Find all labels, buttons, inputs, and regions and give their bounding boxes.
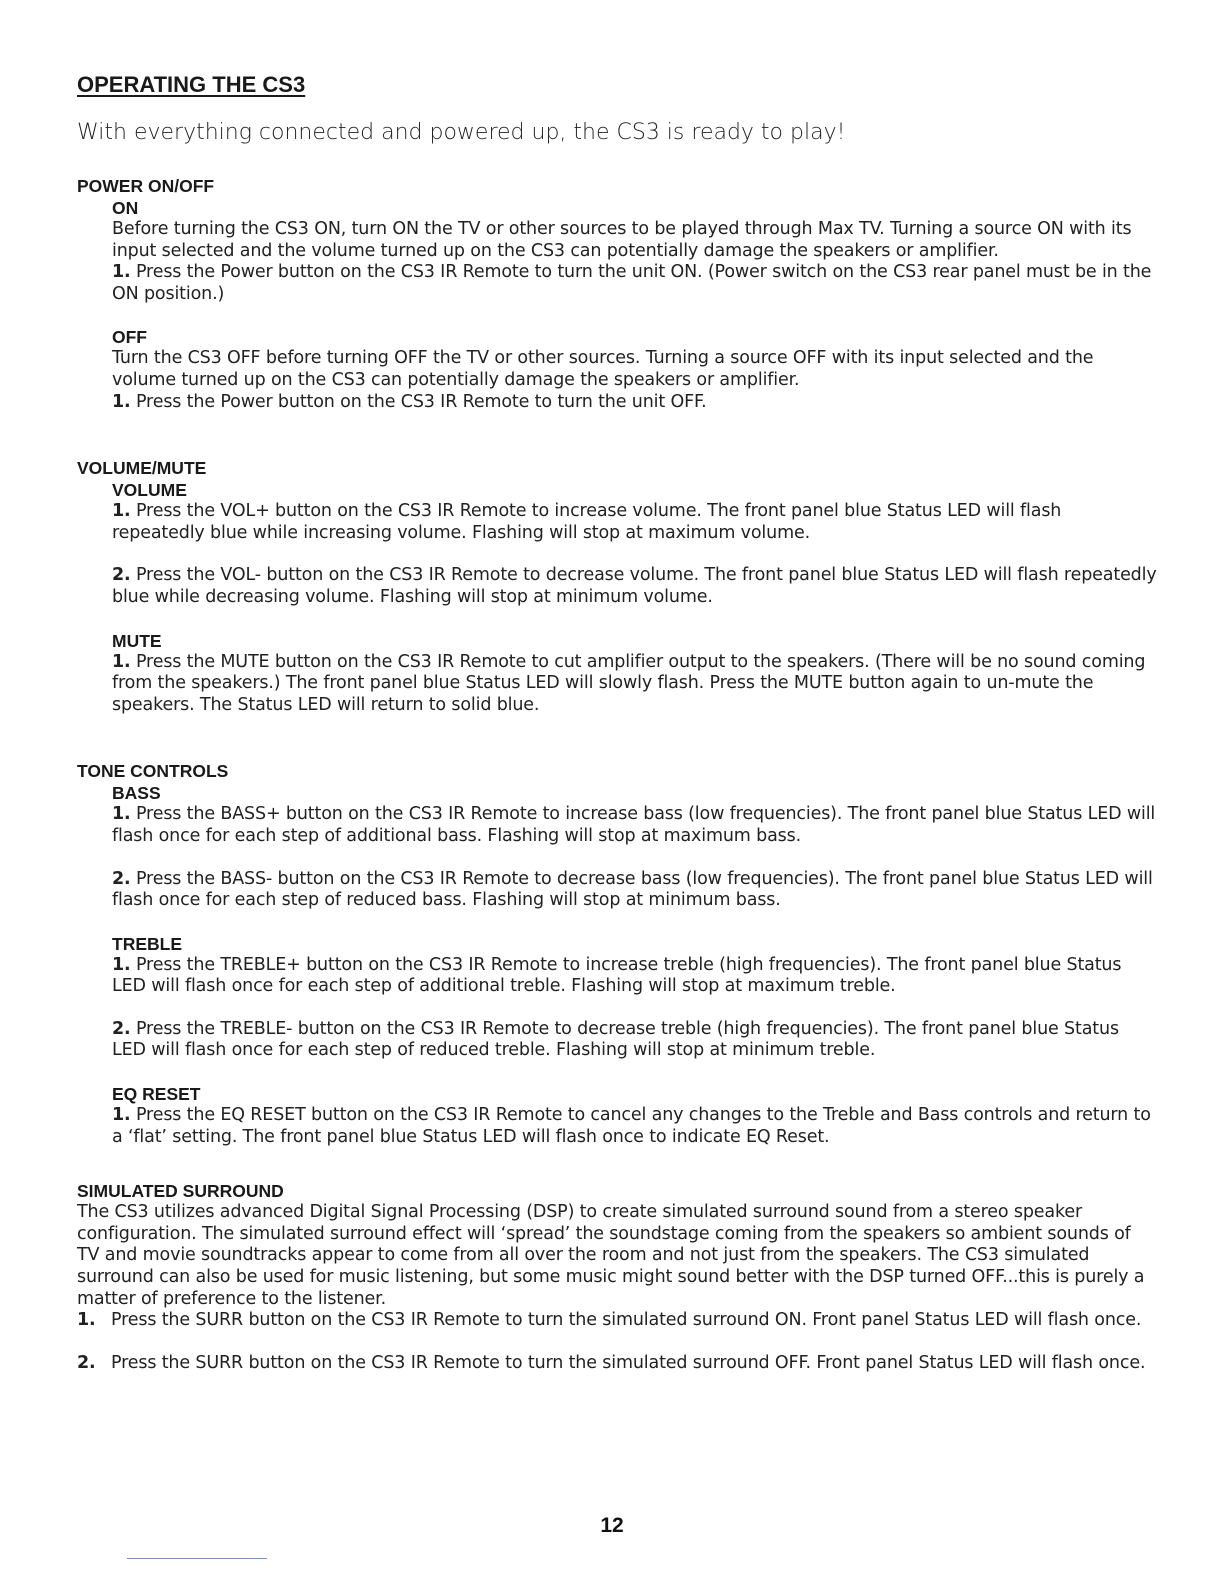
step-text: Press the BASS- button on the CS3 IR Remote to decrease bass (low frequencies). The front panel blue Status LED will flash once for each step of reduced bass. Flashing will stop at minimum bass. xyxy=(112,868,1153,911)
step-number: 1. xyxy=(112,391,131,412)
step-number: 1. xyxy=(112,1105,131,1126)
step-text: Press the EQ RESET button on the CS3 IR Remote to cancel any changes to the Treble and Bass controls and return to a ‘flat’ setting. The front panel blue Status LED will flash once to indicate EQ Reset. xyxy=(112,1105,1151,1147)
step-text: Press the SURR button on the CS3 IR Remote to turn the simulated surround ON. Front panel Status LED will flash once. xyxy=(111,1310,1142,1331)
step-text: Press the TREBLE- button on the CS3 IR Remote to decrease treble (high frequencies). The front panel blue Status LED will flash once for each step of reduced treble. Flashing will stop at minimum treble. xyxy=(112,1018,1119,1061)
subheading-eq-reset: EQ RESET xyxy=(112,1084,201,1105)
section-power xyxy=(77,175,1157,413)
subheading-off: OFF xyxy=(112,327,147,348)
step-number: 2. xyxy=(112,868,131,889)
surround-paragraph: The CS3 utilizes advanced Digital Signal Processing (DSP) to create simulated surround sound from a stereo speaker configuration. The simulated surround effect will ‘spread’ the soundstage coming from the speakers so ambient sounds of TV and movie soundtracks appear to come from all over the room and not just from the speakers. The CS3 simulated surround can also be used for music listening, but some music might sound better with the DSP turned OFF...this is purely a matter of preference to the listener. xyxy=(77,1202,1145,1309)
step-text: Press the Power button on the CS3 IR Remote to turn the unit OFF. xyxy=(135,391,707,412)
bass-step-1 xyxy=(112,804,1157,847)
section-surround xyxy=(77,1180,1157,1374)
step-text: Press the VOL- button on the CS3 IR Remote to decrease volume. The front panel blue Status LED will flash repeatedly blue while decreasing volume. Flashing will stop at minimum volume. xyxy=(112,565,1157,607)
page-number: 12 xyxy=(600,1514,624,1537)
section-volume xyxy=(77,457,1157,716)
on-paragraph: Before turning the CS3 ON, turn ON the TV or other sources to be played through Max TV. Turning a source ON with its input selected and the volume turned up on the CS3 can potentially damage the speakers or amplifier. xyxy=(112,219,1132,261)
manual-page xyxy=(77,72,1157,1374)
section-heading-surround: SIMULATED SURROUND xyxy=(77,1181,284,1202)
bass-step-2 xyxy=(112,869,1157,912)
off-paragraph: Turn the CS3 OFF before turning OFF the TV or other sources. Turning a source OFF with its input selected and the volume turned up on the CS3 can potentially damage the speakers or amplifier. xyxy=(112,348,1094,390)
step-number: 1. xyxy=(112,651,131,672)
section-heading-volume: VOLUME/MUTE xyxy=(77,458,207,479)
eq-step-1 xyxy=(112,1105,1157,1148)
step-number: 1. xyxy=(77,1310,96,1331)
intro-text: With everything connected and powered up, the CS3 is ready to play! xyxy=(77,120,846,145)
step-text: Press the Power button on the CS3 IR Remote to turn the unit ON. (Power switch on the CS3 rear panel must be in the ON position.) xyxy=(112,262,1152,304)
subsection-tone xyxy=(112,782,1157,1148)
section-heading-tone: TONE CONTROLS xyxy=(77,761,229,782)
step-number: 1. xyxy=(112,262,131,283)
step-text: Press the VOL+ button on the CS3 IR Remote to increase volume. The front panel blue Status LED will flash repeatedly blue while increasing volume. Flashing will stop at maximum volume. xyxy=(112,501,1062,543)
volume-step-2 xyxy=(112,565,1157,608)
section-heading-power: POWER ON/OFF xyxy=(77,176,215,196)
step-text: Press the BASS+ button on the CS3 IR Remote to increase bass (low frequencies). The front panel blue Status LED will flash once for each step of additional bass. Flashing will stop at maximum bass. xyxy=(112,804,1156,846)
subheading-mute: MUTE xyxy=(112,630,162,651)
step-text: Press the TREBLE+ button on the CS3 IR Remote to increase treble (high frequencies). The front panel blue Status LED will flash once for each step of additional treble. Flashing will stop at maximum treble. xyxy=(112,954,1122,997)
section-tone xyxy=(77,760,1157,1148)
off-step-1 xyxy=(112,392,1157,414)
on-step-1 xyxy=(112,262,1157,305)
surround-step-2 xyxy=(77,1353,1157,1375)
page-title: OPERATING THE CS3 xyxy=(77,72,306,97)
step-number: 1. xyxy=(112,954,131,975)
volume-step-1 xyxy=(112,501,1157,544)
treble-step-2 xyxy=(112,1019,1157,1062)
footer-rule xyxy=(127,1558,267,1559)
subheading-on: ON xyxy=(112,198,139,218)
step-number: 1. xyxy=(112,501,131,522)
step-number: 1. xyxy=(112,804,131,825)
mute-step-1 xyxy=(112,652,1157,717)
treble-step-1 xyxy=(112,955,1157,998)
subsection-volume xyxy=(112,479,1157,716)
step-number: 2. xyxy=(112,1018,131,1039)
subsection-on xyxy=(112,197,1157,413)
surround-step-1 xyxy=(77,1310,1157,1332)
subheading-treble: TREBLE xyxy=(112,933,182,954)
step-text: Press the SURR button on the CS3 IR Remote to turn the simulated surround OFF. Front panel Status LED will flash once. xyxy=(111,1352,1146,1373)
step-text: Press the MUTE button on the CS3 IR Remote to cut amplifier output to the speakers. (There will be no sound coming from the speakers.) The front panel blue Status LED will slowly flash. Press the MUTE button again to un-mute the speakers. The Status LED will return to solid blue. xyxy=(112,651,1146,715)
step-number: 2. xyxy=(112,565,131,586)
subheading-bass: BASS xyxy=(112,783,161,804)
step-number: 2. xyxy=(77,1352,96,1373)
subheading-volume: VOLUME xyxy=(112,480,187,501)
